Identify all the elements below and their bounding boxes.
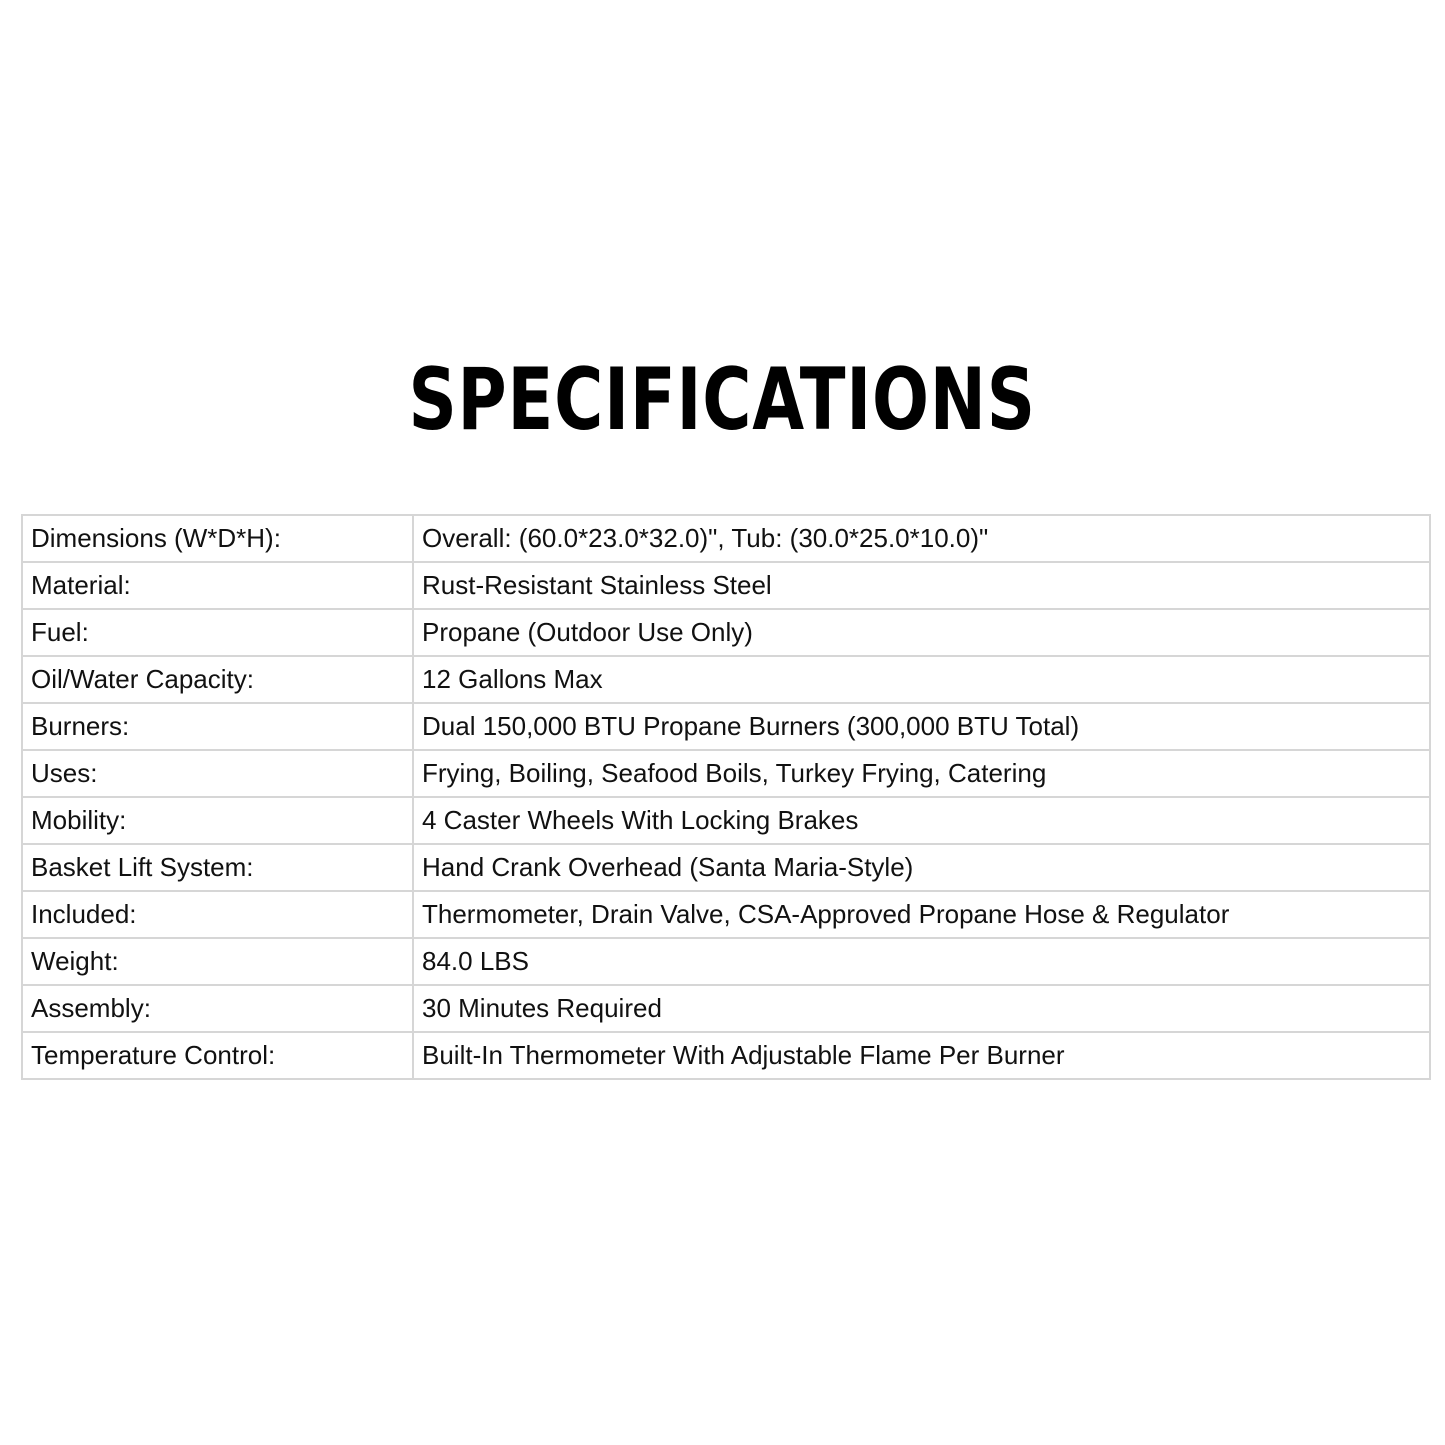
table-row [22,703,1430,750]
page-title [0,345,1445,455]
spec-label: Uses: [22,750,413,797]
spec-label: Temperature Control: [22,1032,413,1079]
spec-label: Mobility: [22,797,413,844]
table-row [22,515,1430,562]
spec-value: Thermometer, Drain Valve, CSA-Approved Propane Hose & Regulator [413,891,1430,938]
specifications-table [21,514,1431,1080]
table-row [22,797,1430,844]
spec-value: 84.0 LBS [413,938,1430,985]
spec-value: 4 Caster Wheels With Locking Brakes [413,797,1430,844]
table-row [22,891,1430,938]
page-title-text: SPECIFICATIONS [408,350,1037,450]
spec-label: Fuel: [22,609,413,656]
table-row [22,985,1430,1032]
spec-label: Included: [22,891,413,938]
spec-value: Hand Crank Overhead (Santa Maria-Style) [413,844,1430,891]
table-row [22,844,1430,891]
spec-label: Oil/Water Capacity: [22,656,413,703]
spec-label: Burners: [22,703,413,750]
spec-label: Material: [22,562,413,609]
spec-value: 30 Minutes Required [413,985,1430,1032]
table-row [22,750,1430,797]
spec-value: Frying, Boiling, Seafood Boils, Turkey Frying, Catering [413,750,1430,797]
spec-value: Propane (Outdoor Use Only) [413,609,1430,656]
spec-label: Assembly: [22,985,413,1032]
table-row [22,938,1430,985]
table-row [22,656,1430,703]
spec-label: Basket Lift System: [22,844,413,891]
spec-value: Overall: (60.0*23.0*32.0)", Tub: (30.0*25.0*10.0)" [413,515,1430,562]
table-row [22,562,1430,609]
spec-value: Rust-Resistant Stainless Steel [413,562,1430,609]
spec-value: Dual 150,000 BTU Propane Burners (300,000 BTU Total) [413,703,1430,750]
spec-label: Dimensions (W*D*H): [22,515,413,562]
table-row [22,609,1430,656]
spec-value: Built-In Thermometer With Adjustable Flame Per Burner [413,1032,1430,1079]
table-row [22,1032,1430,1079]
spec-value: 12 Gallons Max [413,656,1430,703]
spec-label: Weight: [22,938,413,985]
